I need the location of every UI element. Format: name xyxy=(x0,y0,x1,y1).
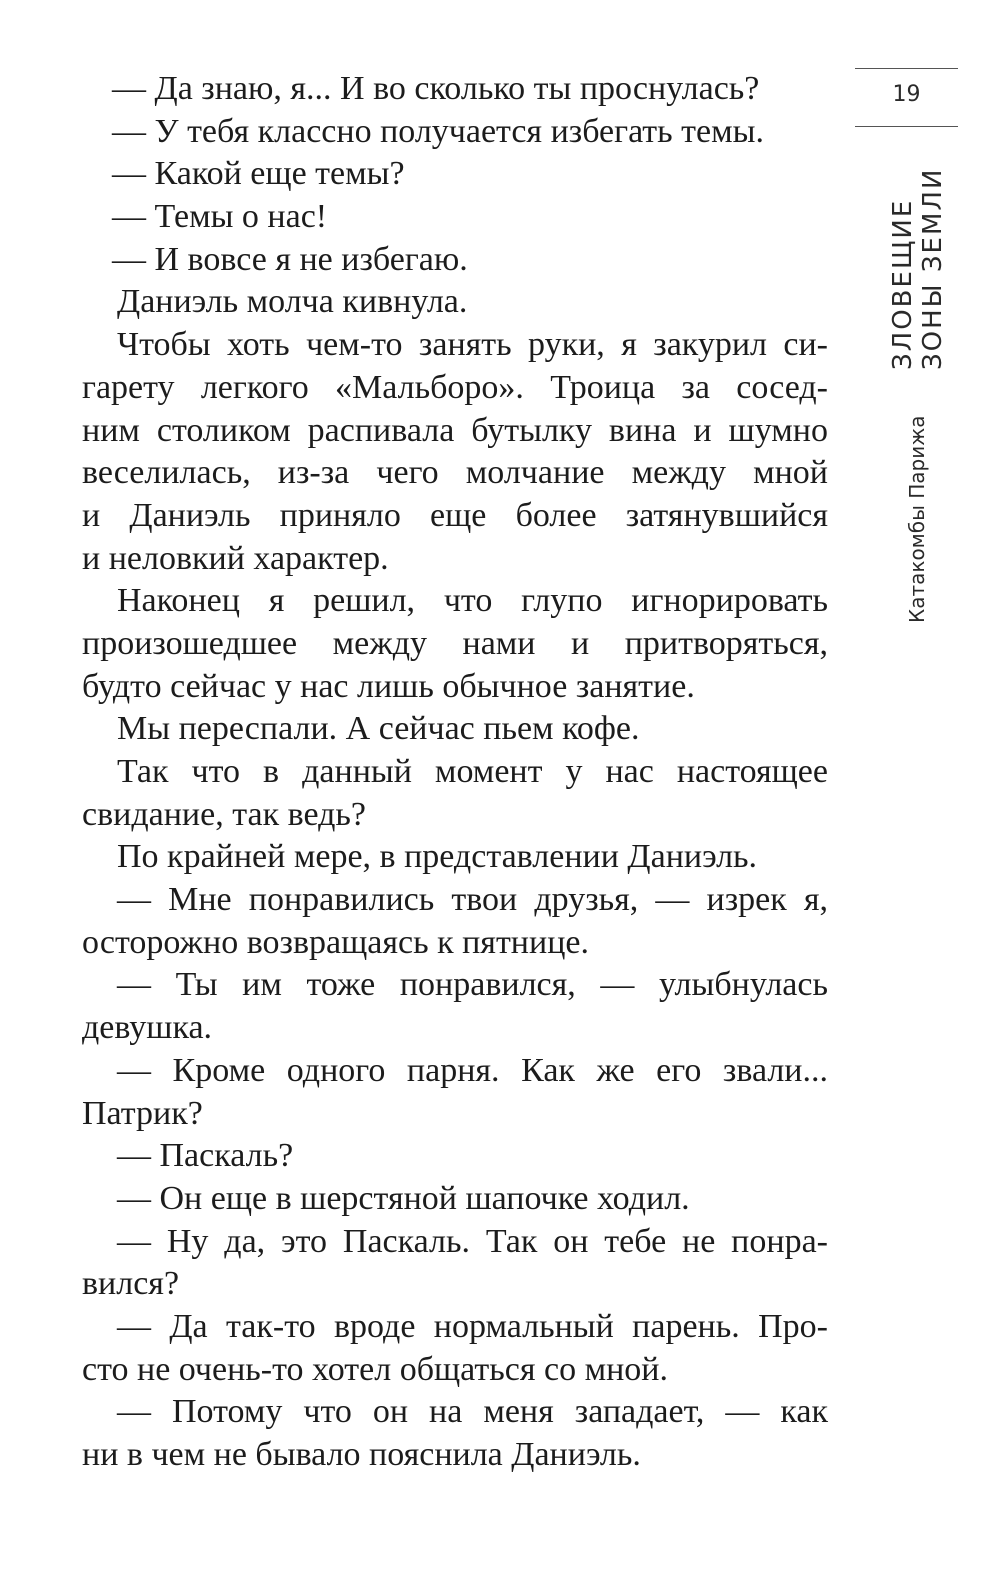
text-line: и Даниэль приняло еще более затянувшийся xyxy=(82,496,828,534)
series-title-line-1: ЗЛОВЕЩИЕ xyxy=(888,198,918,370)
text-line: гарету легкого «Мальборо». Троица за сосед- xyxy=(82,368,828,406)
text-line: будто сейчас у нас лишь обычное занятие. xyxy=(82,667,695,705)
text-line: — Да знаю, я... И во сколько ты проснулась? xyxy=(112,70,760,107)
text-line: — Темы о нас! xyxy=(112,198,328,236)
text-line: девушка. xyxy=(82,1009,213,1047)
text-line: ни в чем не бывало пояснила Даниэль. xyxy=(82,1436,641,1473)
text-line: — Паскаль? xyxy=(117,1137,294,1175)
text-line: — Ну да, это Паскаль. Так он тебе не понра- xyxy=(117,1222,828,1260)
text-line: Наконец я решил, что глупо игнорировать xyxy=(117,582,828,620)
text-line: осторожно возвращаясь к пятнице. xyxy=(82,923,589,961)
text-line: — Мне понравились твои друзья, — изрек я, xyxy=(117,881,828,919)
page-body-text xyxy=(82,68,828,1477)
text-line: произошедшее между нами и притворяться, xyxy=(82,624,828,662)
text-line: свидание, так ведь? xyxy=(82,795,366,833)
header-rule-top xyxy=(855,68,958,69)
text-line: вился? xyxy=(82,1265,180,1303)
text-line: Даниэль молча кивнула. xyxy=(117,283,468,321)
page-number: 19 xyxy=(892,82,921,107)
text-line: — Кроме одного парня. Как же его звали... xyxy=(117,1051,828,1089)
text-line: Патрик? xyxy=(82,1094,203,1132)
text-line: — Потому что он на меня западает, — как xyxy=(117,1393,828,1431)
header-rule-bottom xyxy=(855,126,958,127)
series-title-line-2: ЗОНЫ ЗЕМЛИ xyxy=(918,167,948,370)
text-line: — Да так-то вроде нормальный парень. Про- xyxy=(117,1307,828,1345)
text-line: Мы переспали. А сейчас пьем кофе. xyxy=(117,710,640,748)
text-line: Чтобы хоть чем-то занять руки, я закурил си- xyxy=(117,326,828,364)
book-title: Катакомбы Парижа xyxy=(905,415,929,623)
text-line: — Ты им тоже понравился, — улыбнулась xyxy=(117,966,828,1004)
text-line: Так что в данный момент у нас настоящее xyxy=(117,753,828,790)
text-line: — И вовсе я не избегаю. xyxy=(112,240,468,278)
text-line: веселилась, из-за чего молчание между мной xyxy=(82,454,828,492)
text-line: По крайней мере, в представлении Даниэль. xyxy=(117,838,758,876)
text-line: — Какой еще темы? xyxy=(112,155,405,193)
text-line: сто не очень-то хотел общаться со мной. xyxy=(82,1350,668,1388)
text-line: — У тебя классно получается избегать темы. xyxy=(112,112,764,150)
text-line: ним столиком распивала бутылку вина и шумно xyxy=(82,411,828,449)
text-line: — Он еще в шерстяной шапочке ходил. xyxy=(117,1179,690,1217)
text-line: и неловкий характер. xyxy=(82,539,389,577)
